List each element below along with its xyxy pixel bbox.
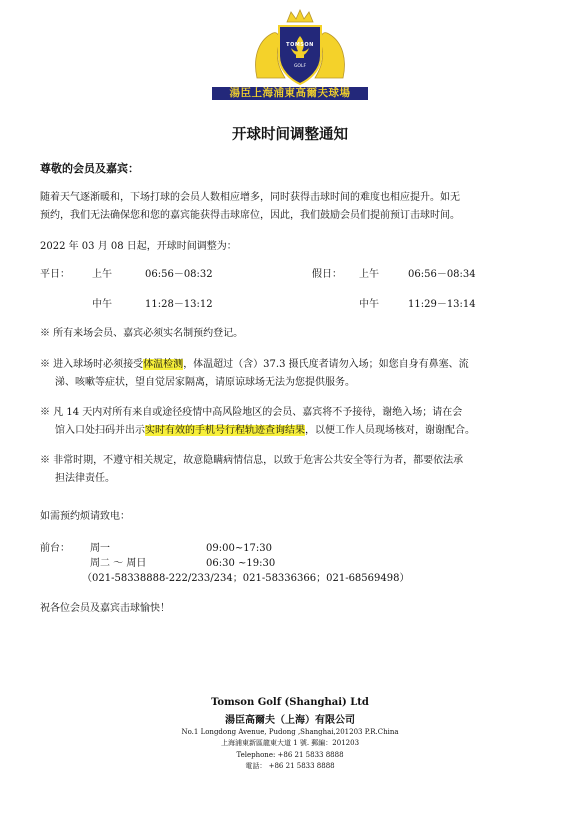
front-desk-hours-1: 09:00~17:30 (206, 543, 273, 554)
notice-real-name: ※ 所有来场会员、嘉宾必须实名制预约登记。 (40, 328, 244, 339)
footer-telephone-en: Telephone: +86 21 5833 8888 (236, 751, 344, 759)
notice-legal-line-1: ※ 非常时期，不遵守相关规定，故意隐瞒病情信息，以致于危害公共安全等行为者，都要依法承 (40, 455, 464, 466)
notice-risk-area-text-c: ，以便工作人员现场核对，谢谢配合。 (305, 425, 475, 436)
crest-icon (235, 8, 365, 88)
notice-temperature-text-a: ※ 进入球场时必须接受 (40, 359, 144, 370)
holiday-noon-time: 11:29－13:14 (408, 299, 476, 310)
effective-date: 2022 年 03 月 08 日起，开球时间调整为： (40, 241, 237, 252)
notice-temperature-line-1 (40, 358, 469, 372)
greeting: 尊敬的会员及嘉宾： (40, 162, 139, 175)
notice-risk-area-line-1: ※ 凡 14 天内对所有来自或途径疫情中高风险地区的会员、嘉宾将不予接待，谢绝入场；请在会 (40, 407, 463, 418)
notice-legal-line-2: 担法律责任。 (55, 473, 115, 484)
footer-telephone-cn: 電話： +86 21 5833 8888 (245, 762, 335, 770)
holiday-noon-label: 中午 (359, 299, 379, 310)
logo-caption: 湯臣上海浦東高爾夫球場 (212, 87, 368, 100)
intro-line-2: 预约，我们无法确保您和您的嘉宾能获得击球席位，因此，我们鼓励会员们提前预订击球时间。 (40, 210, 460, 221)
highlight-itinerary-result: 实时有效的手机号行程轨迹查询结果 (145, 425, 305, 436)
front-desk-hours-2: 06:30 ~19:30 (206, 558, 276, 569)
front-desk-days-1: 周一 (90, 543, 110, 554)
notice-risk-area-line-2 (55, 424, 475, 438)
front-desk-label: 前台： (40, 543, 70, 554)
footer-company-cn: 湯臣高爾夫（上海）有限公司 (225, 715, 355, 726)
notice-temperature-text-b: ，体温超过（含）37.3 摄氏度者请勿入场；如您自身有鼻塞、流 (183, 359, 469, 370)
closing-wish: 祝各位会员及嘉宾击球愉快！ (40, 603, 170, 614)
holiday-am-label: 上午 (359, 269, 379, 280)
logo-sub-text: GOLF (293, 64, 307, 69)
intro-line-1: 随着天气逐渐暖和，下场打球的会员人数相应增多，同时获得击球时间的难度也相应提升。如无 (40, 192, 460, 203)
weekday-noon-label: 中午 (92, 299, 112, 310)
contact-intro: 如需预约烦请致电： (40, 511, 130, 522)
logo-brand-text: TOMSON (286, 42, 314, 48)
notice-risk-area-text-b: 馆入口处扫码并出示 (55, 425, 145, 436)
footer-company-en: Tomson Golf (Shanghai) Ltd (211, 697, 369, 708)
page-title: 开球时间调整通知 (232, 127, 348, 143)
front-desk-phones: （021-58338888-222/233/234；021-58336366；021-68569498） (82, 573, 410, 584)
holiday-am-time: 06:56－08:34 (408, 269, 476, 280)
holiday-label: 假日： (312, 269, 342, 280)
footer-address-en: No.1 Longdong Avenue, Pudong ,Shanghai,201203 P.R.China (181, 728, 399, 736)
footer-address-cn: 上海浦東新區龍東大道 1 號. 郵編：201203 (220, 739, 360, 747)
weekday-am-time: 06:56－08:32 (145, 269, 213, 280)
front-desk-days-2: 周二 ～ 周日 (90, 558, 147, 569)
weekday-am-label: 上午 (92, 269, 112, 280)
notice-temperature-line-2: 涕、咳嗽等症状，望自觉居家隔离，请原谅球场无法为您提供服务。 (55, 377, 355, 388)
weekday-label: 平日： (40, 269, 70, 280)
highlight-temperature-check: 体温检测 (143, 359, 184, 370)
weekday-noon-time: 11:28－13:12 (145, 299, 213, 310)
